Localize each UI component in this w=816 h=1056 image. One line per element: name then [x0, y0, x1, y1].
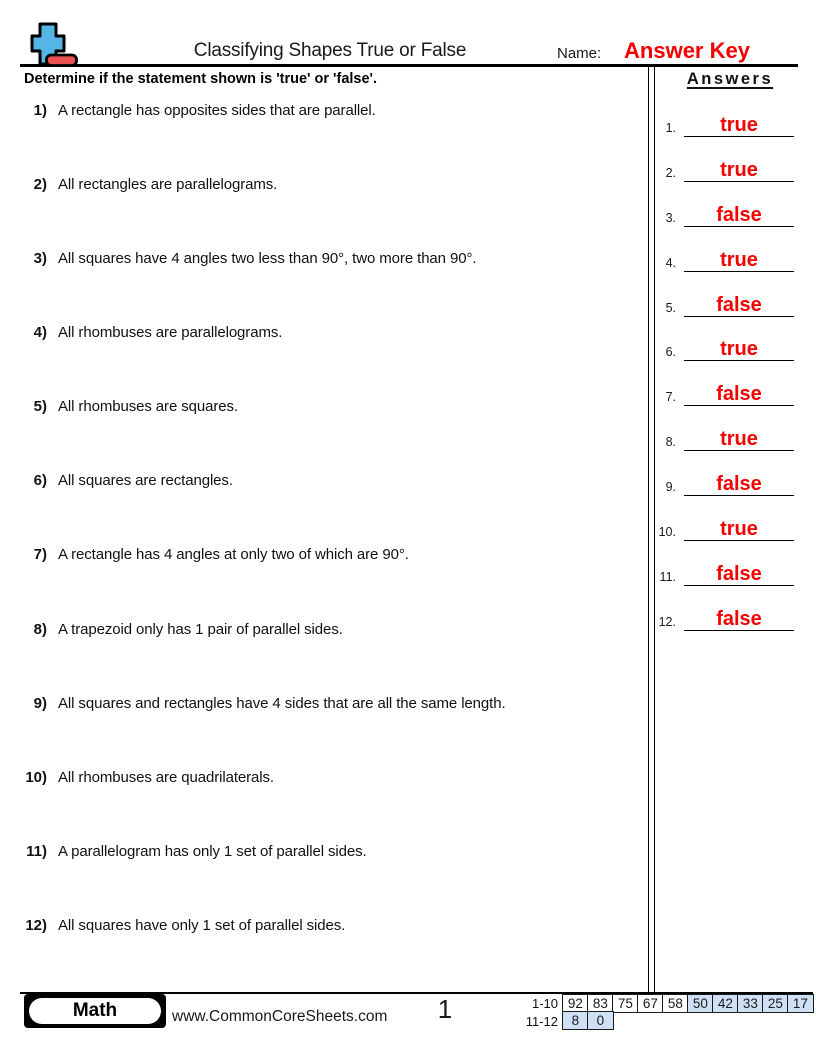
question-number: 2) — [33, 176, 47, 193]
subject-badge — [24, 994, 166, 1028]
question-number: 3) — [33, 250, 47, 267]
score-cell: 50 — [687, 994, 714, 1013]
question-number: 10) — [25, 769, 47, 786]
question-text: A trapezoid only has 1 pair of parallel sides. — [58, 621, 343, 638]
answer-value: true — [720, 518, 758, 540]
name-value: Answer Key — [624, 38, 750, 63]
minus-icon — [47, 55, 77, 66]
answer-value: false — [716, 608, 762, 630]
question-number: 11) — [26, 843, 47, 860]
answer-row — [652, 469, 804, 496]
answer-number: 9. — [665, 480, 676, 494]
score-cell: 75 — [612, 994, 639, 1013]
answer-number: 5. — [665, 301, 676, 315]
score-cell: 0 — [587, 1011, 614, 1030]
answer-row — [652, 110, 804, 137]
question-number: 6) — [33, 472, 47, 489]
question-text: All rhombuses are parallelograms. — [58, 324, 283, 341]
score-cell: 42 — [712, 994, 739, 1013]
answer-value: false — [716, 294, 762, 316]
score-row-label: 11-12 — [525, 1013, 558, 1029]
question-number: 7) — [33, 546, 47, 563]
score-cell: 33 — [737, 994, 764, 1013]
subject-badge-label: Math — [72, 1000, 118, 1021]
answer-blank — [684, 424, 794, 451]
question-number: 8) — [33, 621, 47, 638]
answer-blank — [684, 334, 794, 361]
answer-blank — [684, 379, 794, 406]
answer-blank — [684, 469, 794, 496]
answer-value: true — [720, 338, 758, 360]
score-cell: 25 — [762, 994, 789, 1013]
question-text: All rhombuses are quadrilaterals. — [58, 769, 274, 786]
answer-row — [652, 559, 804, 586]
plus-minus-logo-icon — [29, 22, 79, 68]
answer-number: 1. — [665, 121, 676, 135]
website-url: www.CommonCoreSheets.com — [172, 1008, 388, 1025]
question-number: 1) — [33, 102, 47, 119]
question-text: All squares have 4 angles two less than 90°, two more than 90°. — [58, 250, 477, 267]
answer-row — [652, 379, 804, 406]
question-text: All squares have only 1 set of parallel sides. — [58, 917, 346, 934]
instruction-text: Determine if the statement shown is 'true' or 'false'. — [24, 71, 378, 87]
header-rule — [20, 64, 798, 67]
answer-value: true — [720, 159, 758, 181]
answer-number: 6. — [665, 345, 676, 359]
score-cell: 92 — [562, 994, 589, 1013]
answer-number: 12. — [658, 615, 676, 629]
answer-row — [652, 334, 804, 361]
question-number: 9) — [33, 695, 47, 712]
answer-number: 8. — [665, 435, 676, 449]
answer-blank — [684, 155, 794, 182]
answer-value: false — [716, 563, 762, 585]
answers-title: Answers — [686, 70, 774, 88]
answer-blank — [684, 604, 794, 631]
answer-row — [652, 604, 804, 631]
score-cell: 58 — [662, 994, 689, 1013]
answer-value: false — [716, 204, 762, 226]
answer-blank — [684, 290, 794, 317]
answer-blank — [684, 514, 794, 541]
score-row — [562, 1011, 614, 1030]
answer-value: true — [720, 428, 758, 450]
answer-row — [652, 245, 804, 272]
question-number: 5) — [33, 398, 47, 415]
question-text: All squares and rectangles have 4 sides that are all the same length. — [58, 695, 506, 712]
answer-value: false — [716, 383, 762, 405]
score-cell: 67 — [637, 994, 664, 1013]
question-text: A rectangle has opposites sides that are parallel. — [58, 102, 376, 119]
page-title: Classifying Shapes True or False — [193, 40, 467, 61]
answer-value: false — [716, 473, 762, 495]
subject-badge-pill — [29, 998, 161, 1024]
answer-number: 2. — [665, 166, 676, 180]
answer-number: 3. — [665, 211, 676, 225]
question-text: All squares are rectangles. — [58, 472, 233, 489]
answer-blank — [684, 110, 794, 137]
question-number: 4) — [33, 324, 47, 341]
page-number: 1 — [437, 994, 453, 1024]
answer-row — [652, 155, 804, 182]
answer-row — [652, 424, 804, 451]
answer-row — [652, 290, 804, 317]
answer-value: true — [720, 249, 758, 271]
answer-number: 10. — [658, 525, 676, 539]
question-text: A rectangle has 4 angles at only two of which are 90°. — [58, 546, 409, 563]
answer-blank — [684, 200, 794, 227]
answer-blank — [684, 245, 794, 272]
answer-blank — [684, 559, 794, 586]
answer-value: true — [720, 114, 758, 136]
answer-row — [652, 200, 804, 227]
score-row-label: 1-10 — [531, 996, 558, 1011]
question-text: All rectangles are parallelograms. — [58, 176, 278, 193]
question-text: A parallelogram has only 1 set of parallel sides. — [58, 843, 367, 860]
answer-number: 11. — [659, 570, 676, 584]
name-label: Name: — [557, 45, 602, 62]
question-number: 12) — [25, 917, 47, 934]
answer-number: 7. — [665, 390, 676, 404]
answer-row — [652, 514, 804, 541]
answer-number: 4. — [665, 256, 676, 270]
score-cell: 17 — [787, 994, 814, 1013]
question-text: All rhombuses are squares. — [58, 398, 238, 415]
score-cell: 83 — [587, 994, 614, 1013]
score-row — [562, 994, 814, 1013]
score-cell: 8 — [562, 1011, 589, 1030]
